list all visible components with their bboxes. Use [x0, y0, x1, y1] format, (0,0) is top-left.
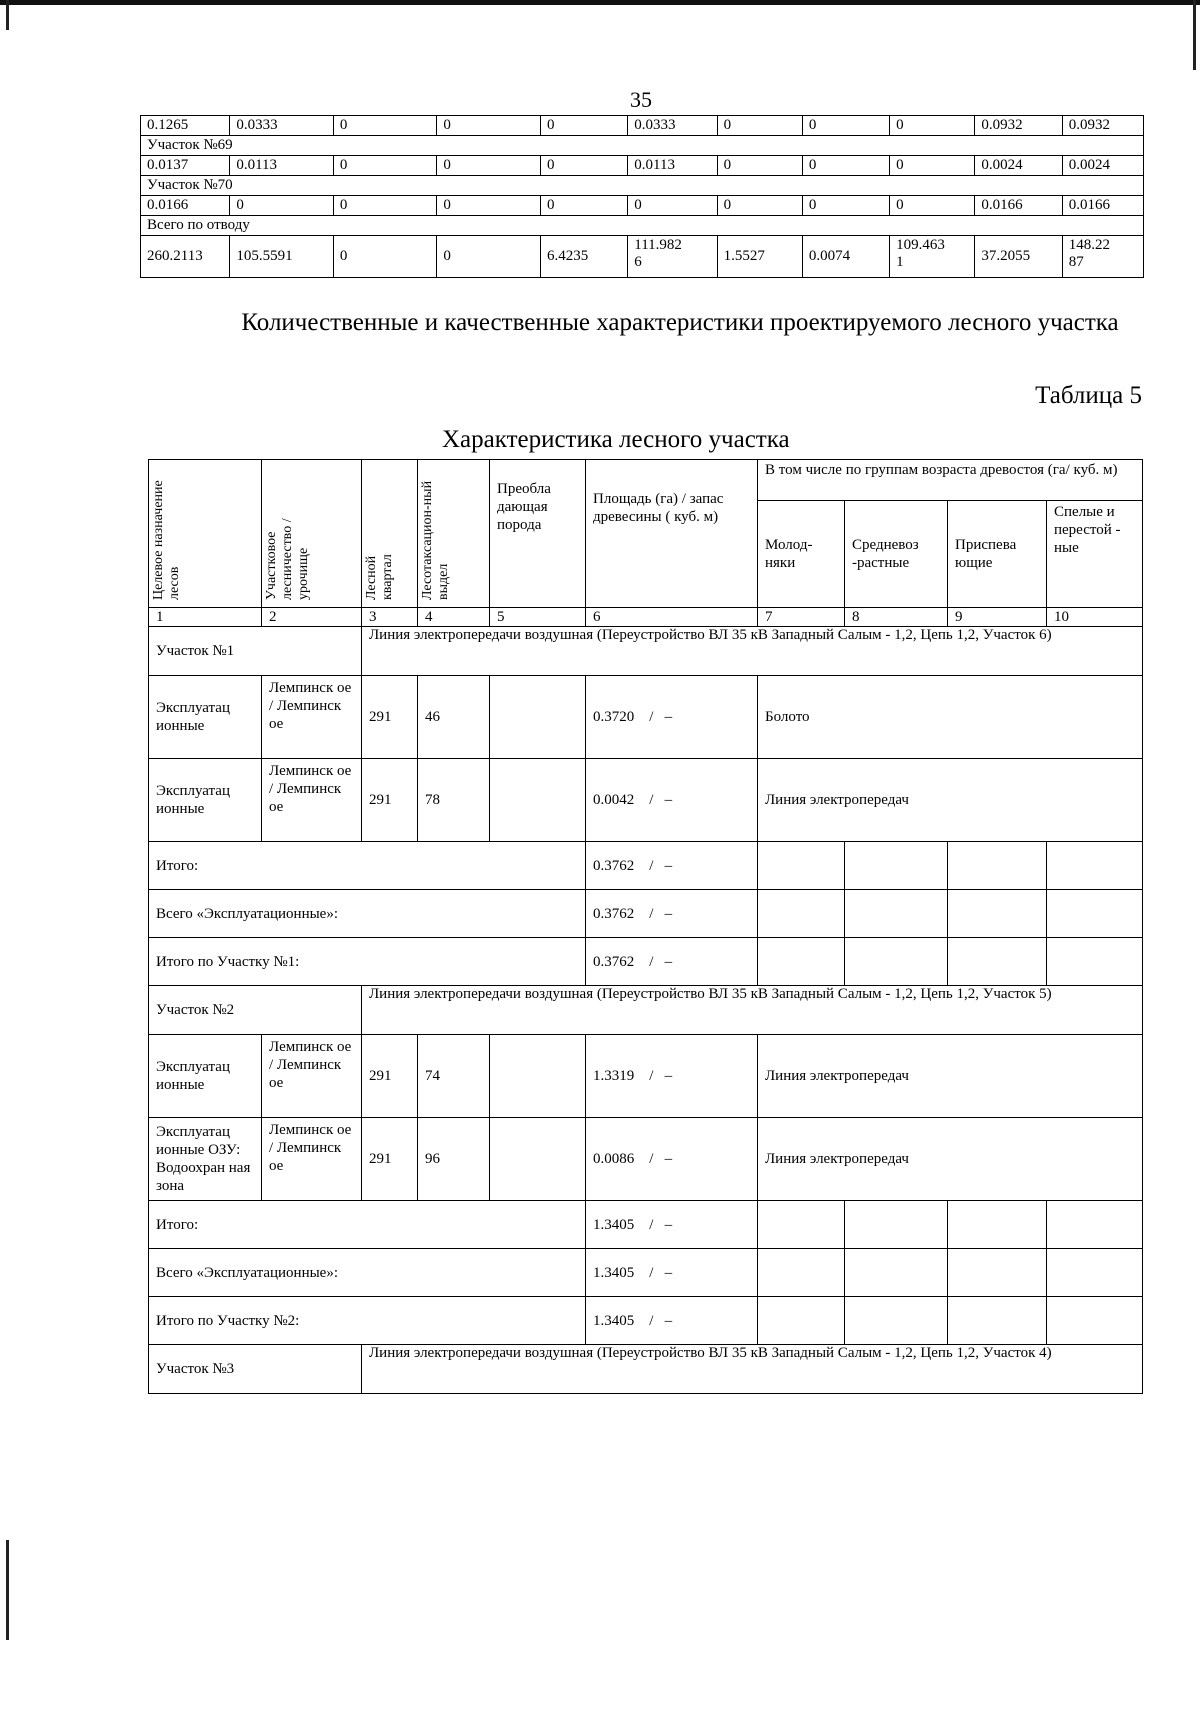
vydel-cell: 78 — [418, 759, 490, 842]
summary-group-label: Участок №69 — [141, 136, 1144, 156]
note-cell: Линия электропередач — [758, 1118, 1143, 1201]
age-group-empty-cell — [758, 1201, 845, 1249]
age-group-empty-cell — [845, 1249, 948, 1297]
summary-cell: 0 — [230, 196, 334, 216]
total-row — [149, 890, 1143, 938]
summary-group-label: Участок №70 — [141, 176, 1144, 196]
column-number: 8 — [845, 608, 948, 627]
age-group-empty-cell — [1047, 1297, 1143, 1345]
summary-cell: 0.0024 — [1062, 156, 1143, 176]
column-number-row — [149, 608, 1143, 627]
table-caption: Характеристика лесного участка — [442, 426, 790, 453]
total-row — [149, 1201, 1143, 1249]
summary-cell: 148.22 87 — [1062, 236, 1143, 278]
header-middle-aged: Средневоз -растные — [845, 501, 948, 608]
plot-section-row — [149, 627, 1143, 676]
summary-cell: 0.0333 — [230, 116, 334, 136]
age-group-empty-cell — [1047, 1249, 1143, 1297]
summary-cell: 0.0113 — [230, 156, 334, 176]
summary-cell: 0 — [437, 156, 541, 176]
column-number: 7 — [758, 608, 845, 627]
age-group-empty-cell — [1047, 938, 1143, 986]
age-group-empty-cell — [845, 1297, 948, 1345]
summary-cell: 0 — [333, 236, 437, 278]
summary-cell: 1.5527 — [717, 236, 802, 278]
quarter-cell: 291 — [362, 676, 418, 759]
summary-cell: 0 — [802, 156, 889, 176]
total-label: Итого по Участку №1: — [149, 938, 586, 986]
summary-cell: 0 — [890, 116, 975, 136]
age-group-empty-cell — [845, 1201, 948, 1249]
plot-row — [149, 676, 1143, 759]
section-title: Количественные и качественные характеристики проектируемого лесного участка — [241, 309, 1119, 336]
summary-cell: 0.0932 — [1062, 116, 1143, 136]
header-forestry: Участковое лесничество / урочище — [262, 460, 362, 608]
summary-cell: 37.2055 — [975, 236, 1062, 278]
plot-section-row — [149, 986, 1143, 1035]
plot-section-description: Линия электропередачи воздушная (Переустройство ВЛ 35 кВ Западный Салым - 1,2, Цепь 1,2, Участок 5) — [362, 986, 1143, 1035]
purpose-cell: Эксплуатац ионные — [149, 676, 262, 759]
vydel-cell: 96 — [418, 1118, 490, 1201]
note-cell: Болото — [758, 676, 1143, 759]
total-row — [149, 1297, 1143, 1345]
total-area: 0.3762 / – — [586, 842, 758, 890]
header-maturing: Приспева ющие — [948, 501, 1047, 608]
summary-cell: 111.982 6 — [628, 236, 717, 278]
column-number: 5 — [490, 608, 586, 627]
summary-table-body — [141, 116, 1144, 278]
forestry-cell: Лемпинск ое / Лемпинск ое — [262, 1035, 362, 1118]
header-purpose: Целевое назначение лесов — [149, 460, 262, 608]
area-cell: 0.3720 / – — [586, 676, 758, 759]
column-number: 10 — [1047, 608, 1143, 627]
plot-section-title: Участок №1 — [149, 627, 362, 676]
summary-cell: 0 — [437, 196, 541, 216]
column-number: 2 — [262, 608, 362, 627]
age-group-empty-cell — [948, 938, 1047, 986]
header-row-1 — [149, 460, 1143, 501]
summary-group-row — [141, 176, 1144, 196]
summary-cell: 0 — [802, 196, 889, 216]
summary-cell: 0 — [540, 116, 627, 136]
header-quarter: Лесной квартал — [362, 460, 418, 608]
quarter-cell: 291 — [362, 759, 418, 842]
total-row — [149, 938, 1143, 986]
purpose-cell: Эксплуатац ионные — [149, 1035, 262, 1118]
summary-cell: 105.5591 — [230, 236, 334, 278]
purpose-cell: Эксплуатац ионные — [149, 759, 262, 842]
column-number: 9 — [948, 608, 1047, 627]
summary-group-row — [141, 136, 1144, 156]
age-group-empty-cell — [1047, 890, 1143, 938]
area-cell: 1.3319 / – — [586, 1035, 758, 1118]
summary-cell: 0 — [717, 116, 802, 136]
summary-cell: 0 — [437, 236, 541, 278]
column-number: 6 — [586, 608, 758, 627]
age-group-empty-cell — [758, 890, 845, 938]
header-species: Преобла дающая порода — [490, 460, 586, 608]
area-cell: 0.0042 / – — [586, 759, 758, 842]
summary-cell: 0 — [717, 156, 802, 176]
summary-group-row — [141, 216, 1144, 236]
age-group-empty-cell — [1047, 842, 1143, 890]
summary-cell: 0.0166 — [975, 196, 1062, 216]
age-group-empty-cell — [758, 1297, 845, 1345]
total-label: Итого: — [149, 842, 586, 890]
age-group-empty-cell — [948, 1201, 1047, 1249]
plot-section-title: Участок №3 — [149, 1345, 362, 1394]
age-group-empty-cell — [845, 890, 948, 938]
summary-cell: 0.0024 — [975, 156, 1062, 176]
summary-cell: 0.0113 — [628, 156, 717, 176]
summary-cell: 0.0074 — [802, 236, 889, 278]
header-vydel: Лесотаксацион-ный выдел — [418, 460, 490, 608]
summary-cell: 0.0333 — [628, 116, 717, 136]
total-area: 1.3405 / – — [586, 1249, 758, 1297]
summary-cell: 0 — [333, 116, 437, 136]
age-group-empty-cell — [948, 1297, 1047, 1345]
note-cell: Линия электропередач — [758, 759, 1143, 842]
summary-cell: 0 — [802, 116, 889, 136]
forestry-cell: Лемпинск ое / Лемпинск ое — [262, 676, 362, 759]
summary-data-row — [141, 156, 1144, 176]
species-cell — [490, 759, 586, 842]
total-label: Итого: — [149, 1201, 586, 1249]
plot-row — [149, 1118, 1143, 1201]
summary-cell: 0.0137 — [141, 156, 230, 176]
summary-cell: 0.0932 — [975, 116, 1062, 136]
total-label: Всего «Эксплуатационные»: — [149, 890, 586, 938]
summary-cell: 0 — [437, 116, 541, 136]
plot-row — [149, 1035, 1143, 1118]
table-label: Таблица 5 — [1035, 382, 1142, 409]
header-young: Молод-няки — [758, 501, 845, 608]
header-mature: Спелые и перестой - ные — [1047, 501, 1143, 608]
vydel-cell: 74 — [418, 1035, 490, 1118]
page-number: 35 — [630, 87, 652, 112]
quarter-cell: 291 — [362, 1035, 418, 1118]
summary-cell: 6.4235 — [540, 236, 627, 278]
forest-plot-table — [148, 459, 1143, 1394]
total-row — [149, 842, 1143, 890]
plot-section-description: Линия электропередачи воздушная (Переустройство ВЛ 35 кВ Западный Салым - 1,2, Цепь 1,2, Участок 4) — [362, 1345, 1143, 1394]
forestry-cell: Лемпинск ое / Лемпинск ое — [262, 759, 362, 842]
plot-section-row — [149, 1345, 1143, 1394]
age-group-empty-cell — [948, 842, 1047, 890]
column-number: 4 — [418, 608, 490, 627]
area-cell: 0.0086 / – — [586, 1118, 758, 1201]
age-group-empty-cell — [845, 842, 948, 890]
purpose-cell: Эксплуатац ионные ОЗУ: Водоохран ная зона — [149, 1118, 262, 1201]
summary-cell: 0 — [890, 156, 975, 176]
summary-cell: 0 — [890, 196, 975, 216]
summary-cell: 0.1265 — [141, 116, 230, 136]
total-area: 0.3762 / – — [586, 938, 758, 986]
species-cell — [490, 1035, 586, 1118]
summary-cell: 0 — [717, 196, 802, 216]
scan-edge-top — [0, 0, 1200, 5]
summary-data-row — [141, 196, 1144, 216]
summary-data-row — [141, 116, 1144, 136]
total-label: Итого по Участку №2: — [149, 1297, 586, 1345]
age-group-empty-cell — [758, 938, 845, 986]
column-number: 3 — [362, 608, 418, 627]
forestry-cell: Лемпинск ое / Лемпинск ое — [262, 1118, 362, 1201]
age-group-empty-cell — [948, 1249, 1047, 1297]
summary-cell: 109.463 1 — [890, 236, 975, 278]
vydel-cell: 46 — [418, 676, 490, 759]
summary-group-label: Всего по отводу — [141, 216, 1144, 236]
species-cell — [490, 1118, 586, 1201]
plot-section-title: Участок №2 — [149, 986, 362, 1035]
scan-edge-left-bottom — [6, 1540, 9, 1640]
plot-section-description: Линия электропередачи воздушная (Переустройство ВЛ 35 кВ Западный Салым - 1,2, Цепь 1,2, Участок 6) — [362, 627, 1143, 676]
plot-row — [149, 759, 1143, 842]
total-label: Всего «Эксплуатационные»: — [149, 1249, 586, 1297]
summary-cell: 0 — [333, 196, 437, 216]
summary-cell: 0.0166 — [141, 196, 230, 216]
quarter-cell: 291 — [362, 1118, 418, 1201]
summary-cell: 0.0166 — [1062, 196, 1143, 216]
total-area: 1.3405 / – — [586, 1297, 758, 1345]
scan-edge-right — [1193, 0, 1196, 70]
header-area: Площадь (га) / запас древесины ( куб. м) — [586, 460, 758, 608]
summary-cell: 0 — [628, 196, 717, 216]
age-group-empty-cell — [758, 1249, 845, 1297]
column-number: 1 — [149, 608, 262, 627]
header-age-groups: В том числе по группам возраста древостоя (га/ куб. м) — [758, 460, 1143, 501]
scan-edge-left — [6, 0, 9, 30]
age-group-empty-cell — [758, 842, 845, 890]
species-cell — [490, 676, 586, 759]
age-group-empty-cell — [1047, 1201, 1143, 1249]
total-area: 0.3762 / – — [586, 890, 758, 938]
summary-cell: 0 — [333, 156, 437, 176]
summary-cell: 260.2113 — [141, 236, 230, 278]
summary-data-row — [141, 236, 1144, 278]
summary-cell: 0 — [540, 196, 627, 216]
total-row — [149, 1249, 1143, 1297]
note-cell: Линия электропередач — [758, 1035, 1143, 1118]
summary-table — [140, 115, 1144, 278]
age-group-empty-cell — [948, 890, 1047, 938]
forest-plot-table-body — [149, 627, 1143, 1394]
total-area: 1.3405 / – — [586, 1201, 758, 1249]
age-group-empty-cell — [845, 938, 948, 986]
summary-cell: 0 — [540, 156, 627, 176]
